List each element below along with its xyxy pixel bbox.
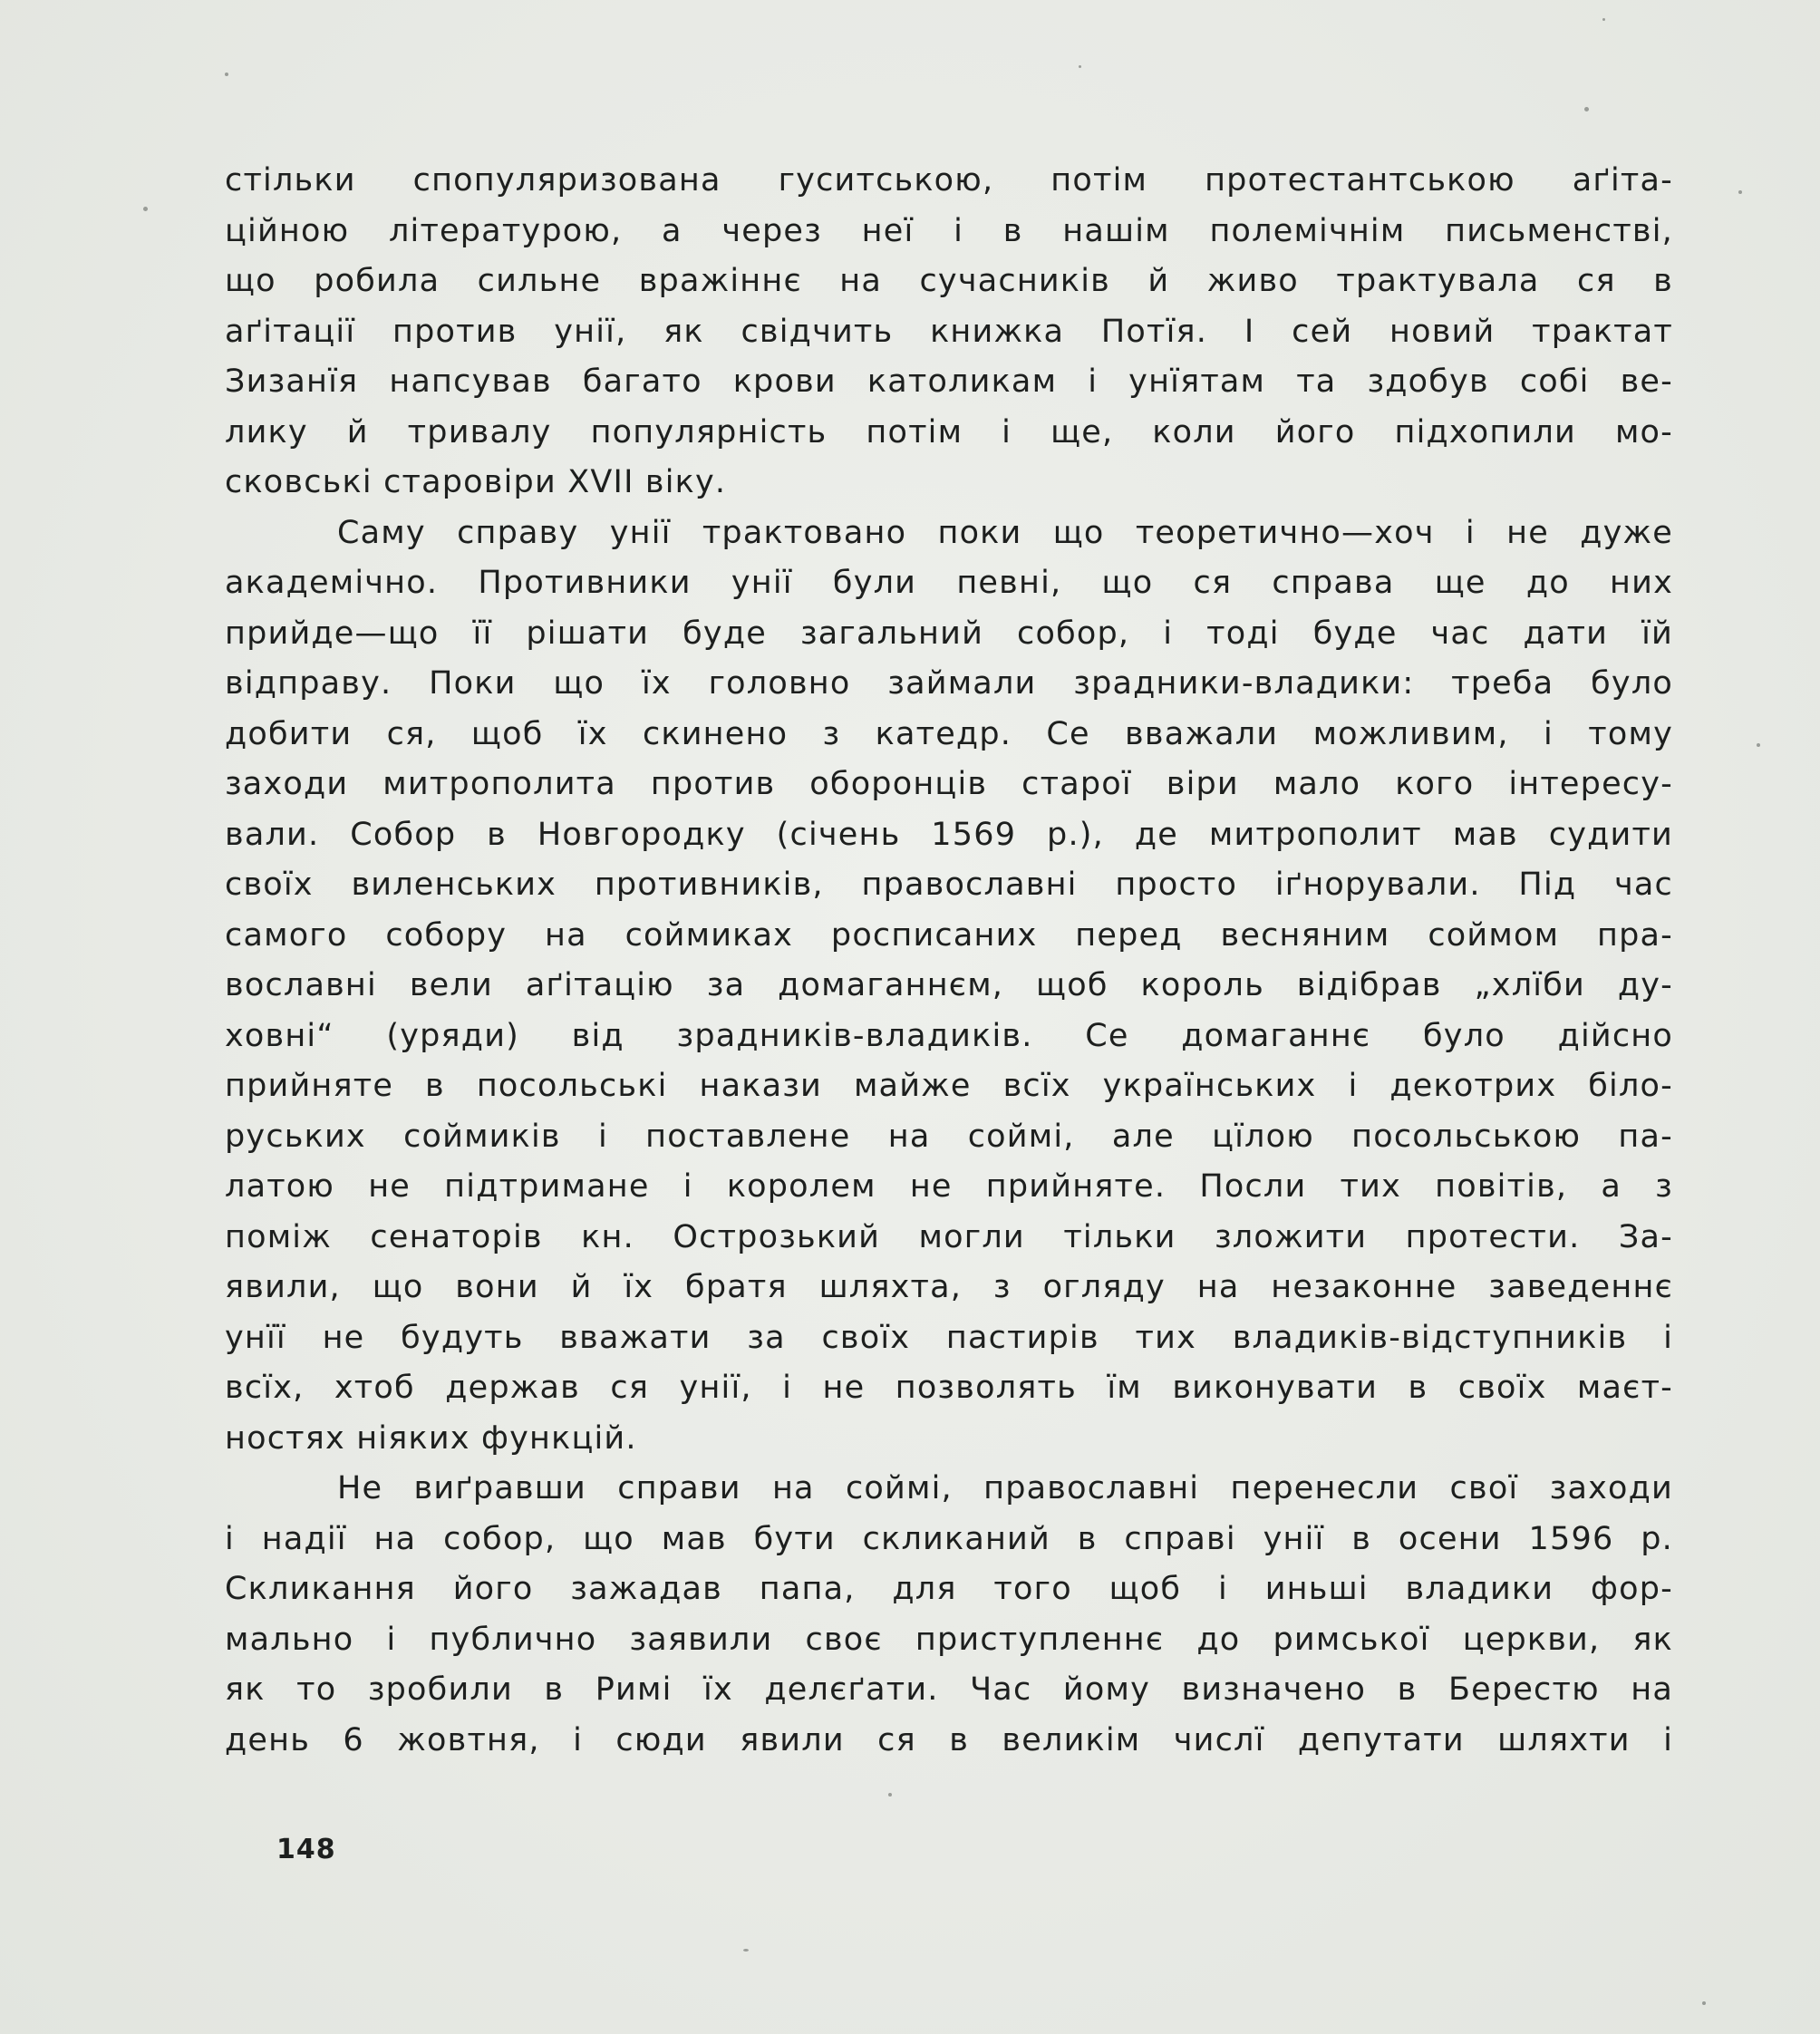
text-line: прийняте в посольські накази майже всїх українських і декотрих біло- — [225, 1068, 1673, 1104]
dust-speck — [143, 207, 148, 211]
text-line: стільки спопуляризована гуситською, потім протестантською аґіта- — [225, 162, 1673, 199]
text-line: своїх виленських противників, православні просто іґнорували. Під час — [225, 867, 1673, 903]
dust-speck — [888, 1793, 892, 1797]
text-line: академічно. Противники унії були певні, що ся справа ще до них — [225, 565, 1673, 601]
dust-speck — [225, 73, 228, 76]
text-line: Скликання його зажадав папа, для того щоб і иньші владики фор- — [225, 1571, 1673, 1607]
paragraph-start-line: Не виґравши справи на соймі, православні перенесли свої заходи — [337, 1470, 1673, 1506]
text-line: як то зробили в Римі їх делєґати. Час йому визначено в Берестю на — [225, 1671, 1673, 1708]
text-line: аґітації против унії, як свідчить книжка Потїя. І сей новий трактат — [225, 313, 1673, 350]
dust-speck — [1584, 107, 1589, 111]
text-line: день 6 жовтня, і сюди явили ся в великім числї депутати шляхти і — [225, 1721, 1673, 1758]
dust-speck — [1702, 2001, 1706, 2005]
text-line: ностях ніяких функцій. — [225, 1419, 637, 1457]
text-line: мально і публично заявили своє приступленнє до римської церкви, як — [225, 1621, 1673, 1658]
text-line: що робила сильне вражіннє на сучасників й живо трактувала ся в — [225, 263, 1673, 299]
text-line: добити ся, щоб їх скинено з катедр. Се вважали можливим, і тому — [225, 715, 1673, 752]
page-number: 148 — [276, 1834, 336, 1865]
text-line: і надії на собор, що мав бути скликаний в справі унії в осени 1596 р. — [225, 1520, 1673, 1557]
dust-speck — [1079, 65, 1081, 68]
body-text — [225, 156, 1673, 1766]
text-line: вославні вели аґітацію за домаганнєм, щоб король відібрав „хлїби ду- — [225, 967, 1673, 1003]
text-line: лику й тривалу популярність потім і ще, коли його підхопили мо- — [225, 413, 1673, 450]
text-line: поміж сенаторів кн. Острозький могли тільки зложити протести. За- — [225, 1218, 1673, 1255]
text-line: явили, що вони й їх братя шляхта, з огляду на незаконне заведеннє — [225, 1269, 1673, 1305]
dust-speck — [743, 1949, 749, 1952]
text-line: руських соймиків і поставлене на соймі, але цїлою посольською па- — [225, 1118, 1673, 1155]
text-line: заходи митрополита против оборонців старої віри мало кого інтересу- — [225, 766, 1673, 802]
text-line: латою не підтримане і королем не прийняте. Посли тих повітів, а з — [225, 1168, 1673, 1205]
text-line: прийде—що її рішати буде загальний собор, і тоді буде час дати їй — [225, 615, 1673, 652]
text-line: ційною літературою, а через неї і в нашім полемічнім письменстві, — [225, 212, 1673, 249]
text-line: відправу. Поки що їх головно займали зрадники-владики: треба було — [225, 665, 1673, 702]
text-line: сковські старовіри XVII віку. — [225, 464, 727, 500]
text-line: самого собору на соймиках росписаних перед весняним соймом пра- — [225, 916, 1673, 954]
dust-speck — [1757, 743, 1760, 747]
dust-speck — [1602, 18, 1605, 21]
text-line: вали. Собор в Новгородку (січень 1569 р.), де митрополит мав судити — [225, 816, 1673, 853]
text-line: Зизанїя напсував багато крови католикам і унїятам та здобув собі ве- — [225, 363, 1673, 400]
text-line: унїї не будуть вважати за своїх пастирів тих владиків-відступників і — [225, 1319, 1673, 1356]
text-line: ховні“ (уряди) від зрадників-владиків. Се домаганнє було дійсно — [225, 1017, 1673, 1054]
text-line: всїх, хтоб держав ся унії, і не позволять їм виконувати в своїх маєт- — [225, 1370, 1673, 1406]
paragraph-start-line: Саму справу унії трактовано поки що теоретично—хоч і не дуже — [337, 514, 1673, 551]
dust-speck — [1738, 190, 1742, 194]
